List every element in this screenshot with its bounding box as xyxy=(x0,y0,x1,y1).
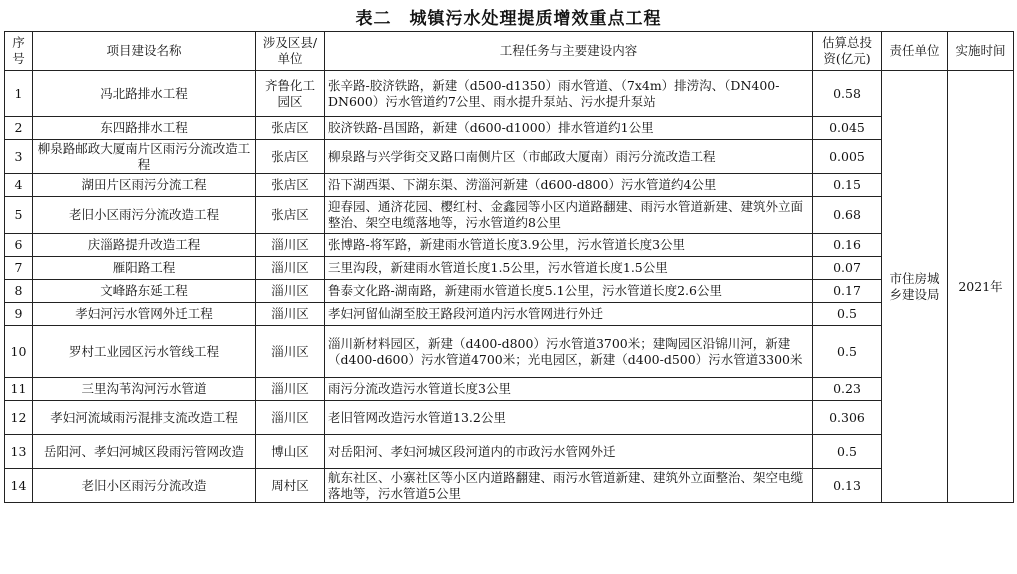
district: 淄川区 xyxy=(256,326,325,378)
project-name: 老旧小区雨污分流改造工程 xyxy=(33,197,256,234)
table-row xyxy=(5,378,1014,401)
construction-content: 航东社区、小寨社区等小区内道路翻建、雨污水管道新建、建筑外立面整治、架空电缆落地等，污水管道5公里 xyxy=(325,469,813,503)
construction-content: 淄川新材料园区，新建（d400-d800）污水管道3700米；建陶园区沿锦川河，新建（d400-d600）污水管道4700米；光电园区，新建（d400-d500）污水管道3300米 xyxy=(325,326,813,378)
construction-content: 张辛路-胶济铁路，新建（d500-d1350）雨水管道、（7x4m）排涝沟、（DN400-DN600）污水管道约7公里、雨水提升泵站、污水提升泵站 xyxy=(325,71,813,117)
investment: 0.17 xyxy=(813,280,882,303)
project-name: 东四路排水工程 xyxy=(33,117,256,140)
implementation-time: 2021年 xyxy=(948,71,1014,503)
district: 淄川区 xyxy=(256,257,325,280)
district: 张店区 xyxy=(256,140,325,174)
project-name: 湖田片区雨污分流工程 xyxy=(33,174,256,197)
page-title: 表二 城镇污水处理提质增效重点工程 xyxy=(355,9,662,29)
project-name: 岳阳河、孝妇河城区段雨污管网改造 xyxy=(33,435,256,469)
district: 淄川区 xyxy=(256,303,325,326)
header-seq: 序号 xyxy=(5,32,33,71)
row-number: 11 xyxy=(5,378,33,401)
header-time: 实施时间 xyxy=(948,32,1014,71)
project-name: 孝妇河污水管网外迁工程 xyxy=(33,303,256,326)
row-number: 7 xyxy=(5,257,33,280)
investment: 0.5 xyxy=(813,435,882,469)
row-number: 5 xyxy=(5,197,33,234)
district: 淄川区 xyxy=(256,378,325,401)
row-number: 9 xyxy=(5,303,33,326)
district: 张店区 xyxy=(256,174,325,197)
investment: 0.16 xyxy=(813,234,882,257)
district: 淄川区 xyxy=(256,234,325,257)
project-name: 庆淄路提升改造工程 xyxy=(33,234,256,257)
row-number: 1 xyxy=(5,71,33,117)
table-row xyxy=(5,435,1014,469)
investment: 0.13 xyxy=(813,469,882,503)
investment: 0.07 xyxy=(813,257,882,280)
construction-content: 三里沟段，新建雨水管道长度1.5公里，污水管道长度1.5公里 xyxy=(325,257,813,280)
construction-content: 老旧管网改造污水管道13.2公里 xyxy=(325,401,813,435)
project-name: 柳泉路邮政大厦南片区雨污分流改造工程 xyxy=(33,140,256,174)
row-number: 10 xyxy=(5,326,33,378)
construction-content: 胶济铁路-昌国路，新建（d600-d1000）排水管道约1公里 xyxy=(325,117,813,140)
investment: 0.15 xyxy=(813,174,882,197)
row-number: 13 xyxy=(5,435,33,469)
responsible-unit: 市住房城乡建设局 xyxy=(882,71,948,503)
construction-content: 迎春园、通济花园、樱红村、金鑫园等小区内道路翻建、雨污水管道新建、建筑外立面整治、架空电缆落地等，污水管道约8公里 xyxy=(325,197,813,234)
investment: 0.306 xyxy=(813,401,882,435)
investment: 0.58 xyxy=(813,71,882,117)
row-number: 14 xyxy=(5,469,33,503)
header-row xyxy=(5,32,1014,71)
table-row xyxy=(5,174,1014,197)
table-row xyxy=(5,197,1014,234)
district: 淄川区 xyxy=(256,401,325,435)
table-row xyxy=(5,326,1014,378)
header-name: 项目建设名称 xyxy=(33,32,256,71)
table-row xyxy=(5,280,1014,303)
project-name: 老旧小区雨污分流改造 xyxy=(33,469,256,503)
district: 张店区 xyxy=(256,197,325,234)
row-number: 2 xyxy=(5,117,33,140)
project-table xyxy=(4,31,1014,503)
table-row xyxy=(5,117,1014,140)
project-name: 文峰路东延工程 xyxy=(33,280,256,303)
district: 淄川区 xyxy=(256,280,325,303)
district: 博山区 xyxy=(256,435,325,469)
project-name: 冯北路排水工程 xyxy=(33,71,256,117)
header-content: 工程任务与主要建设内容 xyxy=(325,32,813,71)
table-row xyxy=(5,234,1014,257)
row-number: 12 xyxy=(5,401,33,435)
construction-content: 张博路-将军路，新建雨水管道长度3.9公里，污水管道长度3公里 xyxy=(325,234,813,257)
table-row xyxy=(5,257,1014,280)
row-number: 8 xyxy=(5,280,33,303)
table-row xyxy=(5,140,1014,174)
district: 周村区 xyxy=(256,469,325,503)
row-number: 4 xyxy=(5,174,33,197)
construction-content: 柳泉路与兴学街交叉路口南侧片区（市邮政大厦南）雨污分流改造工程 xyxy=(325,140,813,174)
row-number: 3 xyxy=(5,140,33,174)
header-owner: 责任单位 xyxy=(882,32,948,71)
construction-content: 雨污分流改造污水管道长度3公里 xyxy=(325,378,813,401)
header-invest: 估算总投资(亿元) xyxy=(813,32,882,71)
investment: 0.005 xyxy=(813,140,882,174)
investment: 0.045 xyxy=(813,117,882,140)
project-name: 三里沟苇沟河污水管道 xyxy=(33,378,256,401)
project-name: 孝妇河流域雨污混排支流改造工程 xyxy=(33,401,256,435)
header-district: 涉及区县/单位 xyxy=(256,32,325,71)
investment: 0.5 xyxy=(813,326,882,378)
table-row xyxy=(5,303,1014,326)
district: 张店区 xyxy=(256,117,325,140)
district: 齐鲁化工园区 xyxy=(256,71,325,117)
table-row xyxy=(5,71,1014,117)
project-name: 雁阳路工程 xyxy=(33,257,256,280)
construction-content: 沿下湖西渠、下湖东渠、涝淄河新建（d600-d800）污水管道约4公里 xyxy=(325,174,813,197)
investment: 0.68 xyxy=(813,197,882,234)
investment: 0.5 xyxy=(813,303,882,326)
construction-content: 鲁泰文化路-湖南路，新建雨水管道长度5.1公里，污水管道长度2.6公里 xyxy=(325,280,813,303)
table-row xyxy=(5,401,1014,435)
project-name: 罗村工业园区污水管线工程 xyxy=(33,326,256,378)
investment: 0.23 xyxy=(813,378,882,401)
construction-content: 孝妇河留仙湖至胶王路段河道内污水管网进行外迁 xyxy=(325,303,813,326)
row-number: 6 xyxy=(5,234,33,257)
construction-content: 对岳阳河、孝妇河城区段河道内的市政污水管网外迁 xyxy=(325,435,813,469)
table-row xyxy=(5,469,1014,503)
